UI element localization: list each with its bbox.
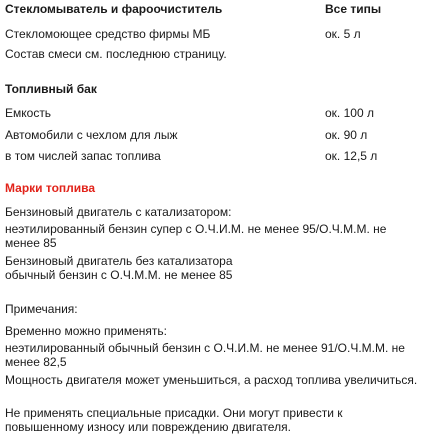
- tank-row-value: ок. 100 л: [325, 106, 374, 120]
- fuel-line: Мощность двигателя может уменьшиться, а расход топлива увеличиться.: [5, 373, 418, 387]
- fuel-line: Бензиновый двигатель без катализатора: [5, 254, 233, 268]
- washer-heading-right: Все типы: [325, 2, 382, 16]
- fuel-line: Бензиновый двигатель с катализатором:: [5, 205, 232, 219]
- tank-row-label: в том числей запас топлива: [5, 149, 161, 163]
- washer-row-label: Стекломоющее средство фирмы МБ: [5, 27, 211, 41]
- fuel-heading: Марки топлива: [5, 181, 96, 195]
- fuel-line: неэтилированный обычный бензин с О.Ч.И.М. не менее 91/О.Ч.М.М. не менее 82,5: [5, 341, 405, 369]
- fuel-line: неэтилированный бензин супер с О.Ч.И.М. не менее 95/О.Ч.М.М. не менее 85: [5, 222, 387, 250]
- washer-row-value: ок. 5 л: [325, 27, 361, 41]
- tank-heading: Топливный бак: [5, 82, 97, 96]
- washer-row-label: Состав смеси см. последнюю страницу.: [5, 47, 227, 61]
- tank-row-label: Автомобили с чехлом для лыж: [5, 128, 178, 142]
- fuel-line: Временно можно применять:: [5, 324, 167, 338]
- tank-row-value: ок. 12,5 л: [325, 149, 378, 163]
- fuel-line: Не применять специальные присадки. Они могут привести к повышенному износу или повреждению двигателя.: [5, 406, 343, 434]
- tank-row-value: ок. 90 л: [325, 128, 368, 142]
- fuel-line: обычный бензин с О.Ч.М.М. не менее 85: [5, 268, 233, 282]
- tank-row-label: Емкость: [5, 106, 52, 120]
- washer-heading: Стекломыватель и фароочиститель: [5, 2, 223, 16]
- notes-heading: Примечания:: [5, 302, 78, 316]
